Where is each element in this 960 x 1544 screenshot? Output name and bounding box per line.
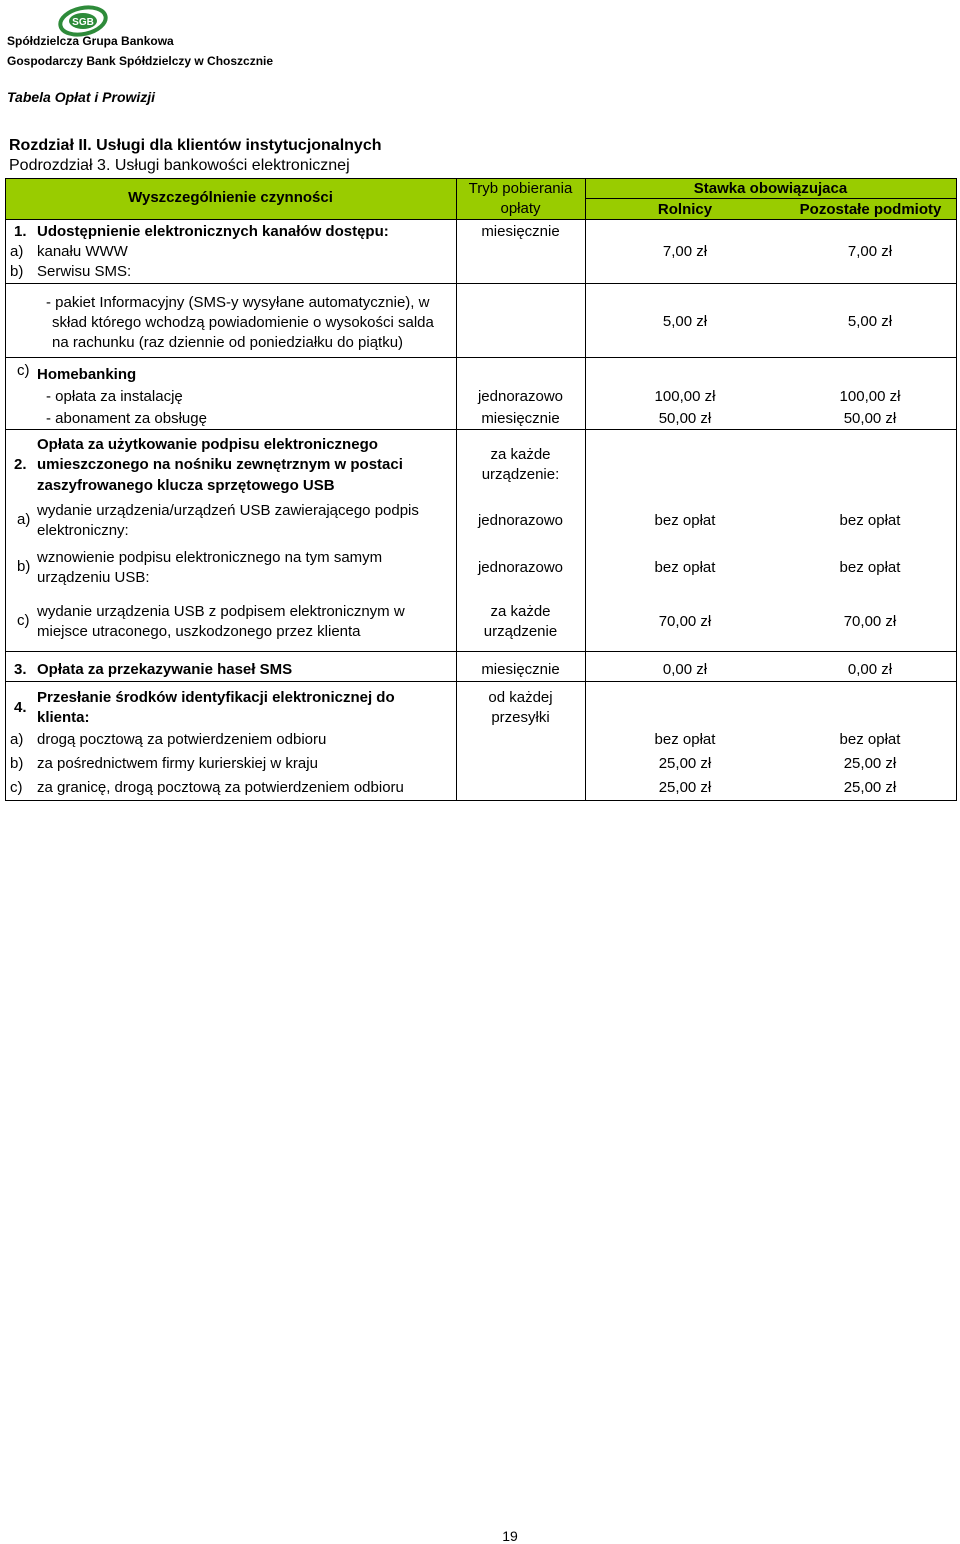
row-4a-farmers: bez opłat: [654, 731, 716, 748]
document-title: Tabela Opłat i Prowizji: [7, 89, 156, 105]
row-4b-label: b): [10, 755, 24, 772]
page-number: 19: [502, 1528, 518, 1544]
row-2a-mode: jednorazowo: [477, 512, 564, 529]
install-text: - opłata za instalację: [46, 388, 183, 405]
section-4-mode-2: przesyłki: [491, 709, 550, 726]
col-header-farmers: Rolnicy: [657, 201, 713, 218]
row-4c-text: za granicę, drogą pocztową za potwierdzeniem odbioru: [37, 779, 404, 796]
sms-package-line-1: - pakiet Informacyjny (SMS-y wysyłane automatycznie), w: [46, 294, 430, 311]
row-4c-others: 25,00 zł: [843, 779, 897, 796]
row-2b-others: bez opłat: [839, 559, 901, 576]
row-2b-text-1: wznowienie podpisu elektronicznego na tym samym: [37, 549, 383, 566]
row-1a-text: kanału WWW: [37, 243, 128, 260]
subchapter-title: Podrozdział 3. Usługi bankowości elektronicznej: [9, 157, 350, 174]
sms-package-line-2: skład którego wchodzą powiadomienie o wysokości salda: [52, 314, 434, 331]
section-4-title-1: Przesłanie środków identyfikacji elektronicznej do: [37, 689, 395, 706]
row-1b-text: Serwisu SMS:: [37, 263, 132, 280]
row-2c-farmers: 70,00 zł: [658, 613, 712, 630]
subscription-text: - abonament za obsługę: [46, 410, 207, 427]
bank-name: Gospodarczy Bank Spółdzielczy w Choszcznie: [7, 54, 274, 68]
section-3-others: 0,00 zł: [847, 661, 893, 678]
row-1a-others: 7,00 zł: [847, 243, 893, 260]
group-name: Spółdzielcza Grupa Bankowa: [7, 34, 174, 48]
section-2-number: 2.: [14, 456, 27, 473]
subscription-others: 50,00 zł: [843, 410, 897, 427]
row-2b-farmers: bez opłat: [654, 559, 716, 576]
row-2c-mode-2: urządzenie: [483, 623, 558, 640]
row-2b-mode: jednorazowo: [477, 559, 564, 576]
row-4a-label: a): [10, 731, 24, 748]
sms-package-others: 5,00 zł: [847, 313, 893, 330]
row-4a-others: bez opłat: [839, 731, 901, 748]
section-2-title-3: zaszyfrowanego klucza sprzętowego USB: [37, 477, 335, 494]
row-2b-text-2: urządzeniu USB:: [37, 569, 150, 586]
row-2c-text-2: miejsce utraconego, uszkodzonego przez klienta: [37, 623, 361, 640]
chapter-title: Rozdział II. Usługi dla klientów instytucjonalnych: [9, 137, 382, 154]
subscription-mode: miesięcznie: [481, 410, 560, 427]
row-2a-text-1: wydanie urządzenia/urządzeń USB zawierającego podpis: [37, 502, 419, 519]
install-mode: jednorazowo: [477, 388, 564, 405]
section-1-title: Udostępnienie elektronicznych kanałów dostępu:: [37, 223, 389, 240]
section-2-mode-1: za każde: [490, 446, 551, 463]
section-2-title-1: Opłata za użytkowanie podpisu elektronicznego: [37, 436, 378, 453]
row-2a-text-2: elektroniczny:: [37, 522, 129, 539]
row-4b-farmers: 25,00 zł: [658, 755, 712, 772]
section-4-title-2: klienta:: [37, 709, 90, 726]
row-2c-others: 70,00 zł: [843, 613, 897, 630]
row-4c-farmers: 25,00 zł: [658, 779, 712, 796]
row-1c-label: c): [17, 362, 30, 379]
section-2-title-2: umieszczonego na nośniku zewnętrznym w postaci: [37, 456, 403, 473]
row-2c-mode-1: za każde: [490, 603, 551, 620]
row-2b-label: b): [17, 558, 31, 575]
section-3-mode: miesięcznie: [481, 661, 560, 678]
col-header-rate: Stawka obowiązujaca: [693, 180, 848, 197]
row-2a-label: a): [17, 511, 31, 528]
row-1a-farmers: 7,00 zł: [662, 243, 708, 260]
row-1c-text: Homebanking: [37, 366, 137, 383]
install-farmers: 100,00 zł: [654, 388, 716, 405]
sms-package-line-3: na rachunku (raz dziennie od poniedziałku do piątku): [52, 334, 404, 351]
section-3-number: 3.: [14, 661, 27, 678]
col-header-description: Wyszczególnienie czynności: [128, 189, 333, 206]
row-2c-label: c): [17, 612, 30, 629]
row-4b-text: za pośrednictwem firmy kurierskiej w kraju: [37, 755, 318, 772]
col-header-mode-1: Tryb pobierania: [468, 180, 573, 197]
row-1a-label: a): [10, 243, 24, 260]
section-1-mode: miesięcznie: [481, 223, 560, 240]
row-4a-text: drogą pocztową za potwierdzeniem odbioru: [37, 731, 327, 748]
col-header-others: Pozostałe podmioty: [799, 201, 942, 218]
subscription-farmers: 50,00 zł: [658, 410, 712, 427]
section-2-mode-2: urządzenie:: [481, 466, 560, 483]
svg-text:SGB: SGB: [72, 17, 94, 28]
row-2a-others: bez opłat: [839, 512, 901, 529]
sgb-logo: [58, 4, 108, 38]
row-4b-others: 25,00 zł: [843, 755, 897, 772]
sms-package-farmers: 5,00 zł: [662, 313, 708, 330]
section-4-number: 4.: [14, 699, 27, 716]
row-2c-text-1: wydanie urządzenia USB z podpisem elektronicznym w: [37, 603, 405, 620]
section-1-number: 1.: [14, 223, 27, 240]
install-others: 100,00 zł: [839, 388, 901, 405]
row-1b-label: b): [10, 263, 24, 280]
section-4-mode-1: od każdej: [488, 689, 553, 706]
col-header-mode-2: opłaty: [500, 200, 541, 217]
row-4c-label: c): [10, 779, 23, 796]
section-3-farmers: 0,00 zł: [662, 661, 708, 678]
section-3-text: Opłata za przekazywanie haseł SMS: [37, 661, 293, 678]
row-2a-farmers: bez opłat: [654, 512, 716, 529]
